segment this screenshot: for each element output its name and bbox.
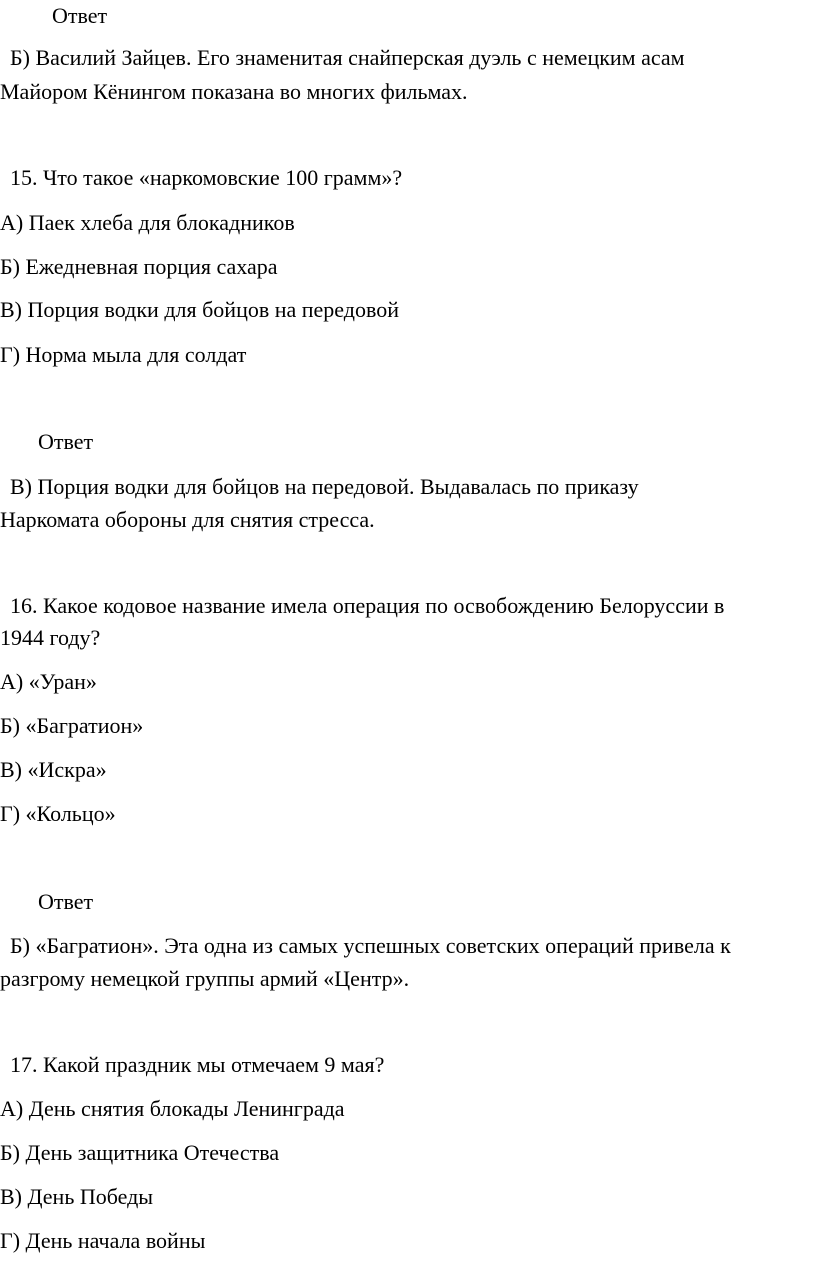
option-c: В) День Победы	[0, 1184, 154, 1209]
answer-text-line: Майором Кёнингом показана во многих фильмах.	[0, 79, 468, 104]
answer-text-line: Наркомата обороны для снятия стресса.	[0, 507, 375, 532]
question-16-continued: 1944 году?	[0, 625, 101, 650]
option-b: Б) «Багратион»	[0, 713, 144, 738]
answer-text-line: Б) Василий Зайцев. Его знаменитая снайперская дуэль с немецким асам	[10, 45, 685, 70]
question-16: 16. Какое кодовое название имела операция по освобождению Белоруссии в	[10, 593, 725, 618]
answer-text-line: В) Порция водки для бойцов на передовой. Выдавалась по приказу	[10, 474, 639, 499]
option-b: Б) День защитника Отечества	[0, 1140, 280, 1165]
answer-text-line: разгрому немецкой группы армий «Центр».	[0, 966, 410, 991]
option-d: Г) Норма мыла для солдат	[0, 342, 247, 367]
answer-label: Ответ	[38, 889, 94, 914]
option-d: Г) «Кольцо»	[0, 801, 116, 826]
answer-label: Ответ	[38, 429, 94, 454]
option-a: А) Паек хлеба для блокадников	[0, 210, 295, 235]
answer-label: Ответ	[52, 3, 108, 28]
option-a: А) «Уран»	[0, 669, 97, 694]
answer-text-line: Б) «Багратион». Эта одна из самых успешных советских операций привела к	[10, 933, 731, 958]
option-b: Б) Ежедневная порция сахара	[0, 254, 278, 279]
option-c: В) «Искра»	[0, 757, 107, 782]
question-17: 17. Какой праздник мы отмечаем 9 мая?	[10, 1052, 385, 1077]
option-c: В) Порция водки для бойцов на передовой	[0, 297, 399, 322]
option-d: Г) День начала войны	[0, 1228, 206, 1253]
option-a: А) День снятия блокады Ленинграда	[0, 1096, 345, 1121]
question-15: 15. Что такое «наркомовские 100 грамм»?	[10, 165, 403, 190]
